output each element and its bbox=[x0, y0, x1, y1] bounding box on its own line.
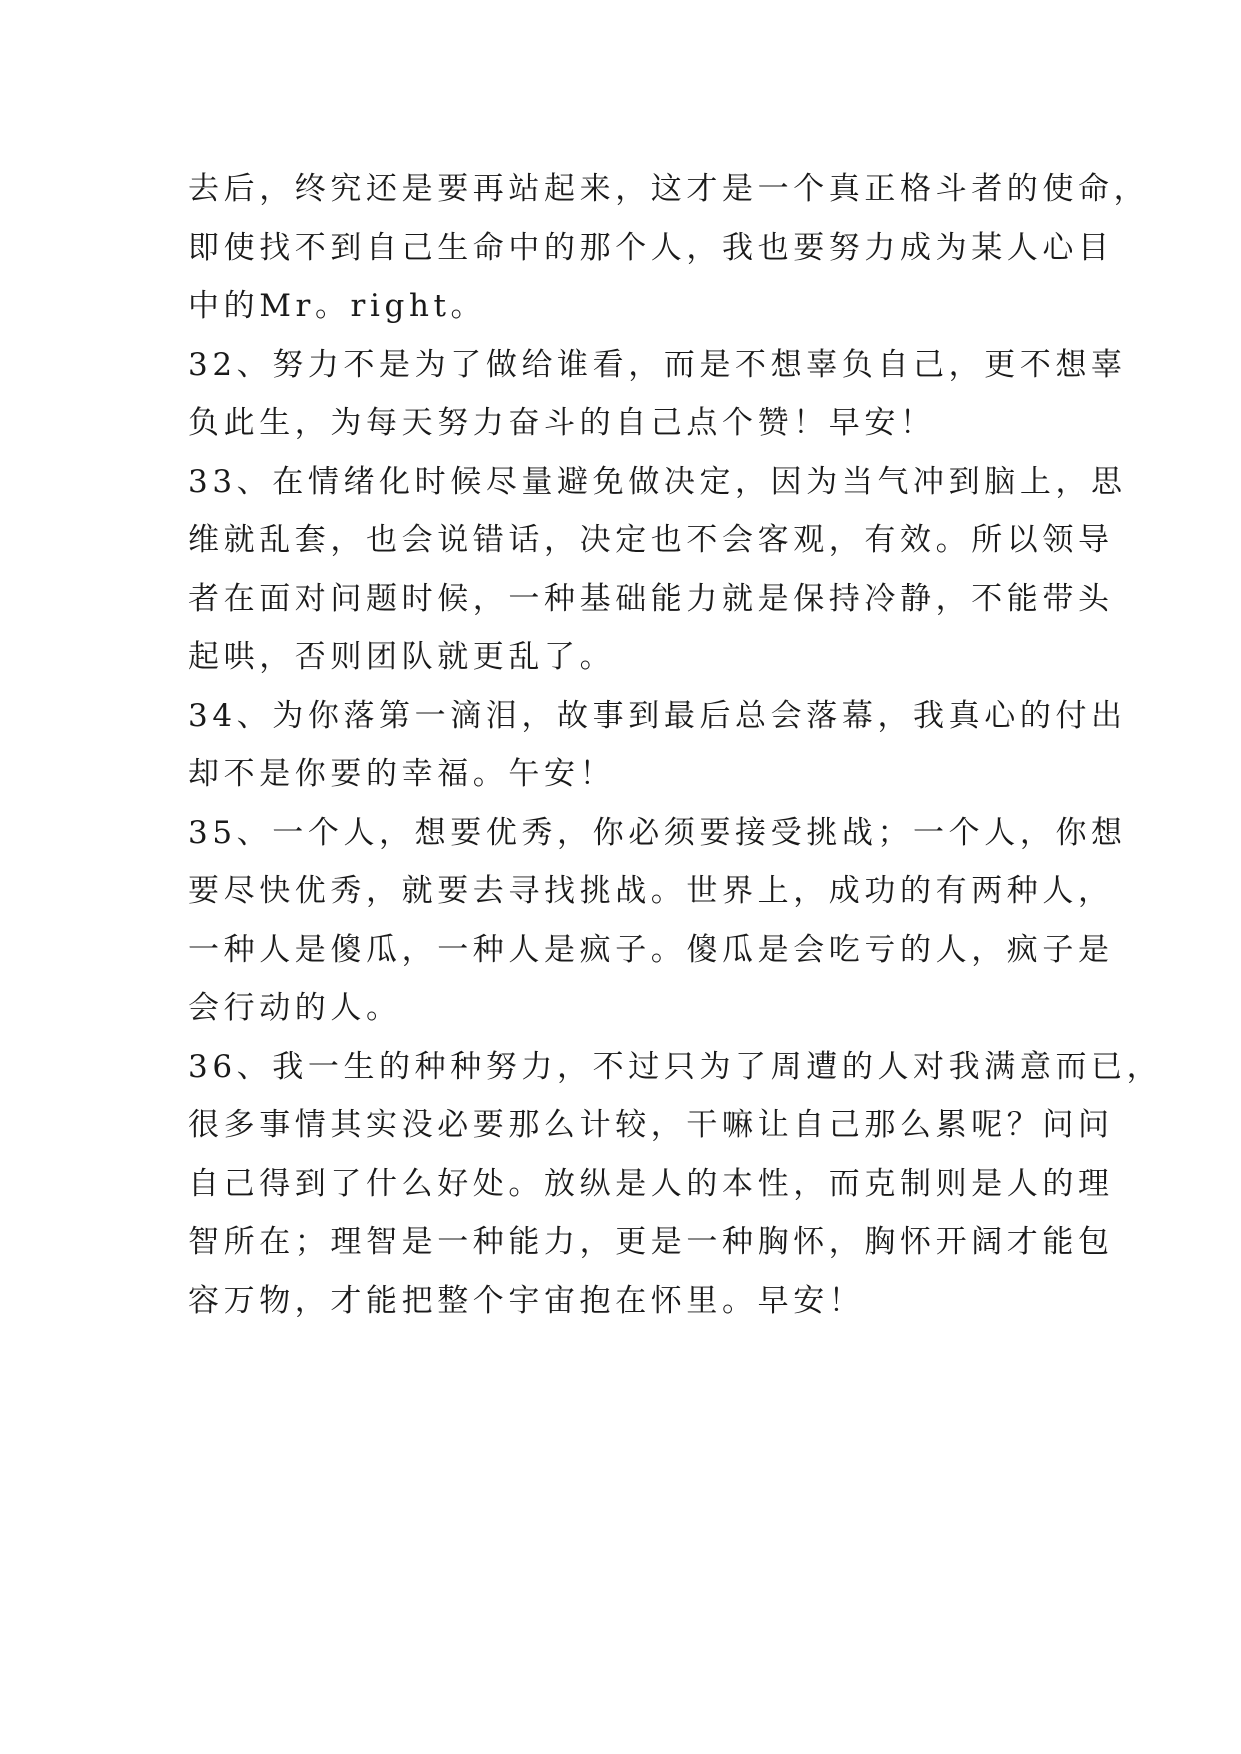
text-line: 36、我一生的种种努力，不过只为了周遭的人对我满意而已， bbox=[188, 1048, 1163, 1085]
text-line: 自己得到了什么好处。放纵是人的本性，而克制则是人的理 bbox=[188, 1165, 1114, 1202]
text-line: 去后，终究还是要再站起来，这才是一个真正格斗者的使命， bbox=[188, 171, 1150, 207]
text-line: 一种人是傻瓜，一种人是疯子。傻瓜是会吃亏的人，疯子是 bbox=[188, 931, 1114, 968]
text-line: 34、为你落第一滴泪，故事到最后总会落幕，我真心的付出 bbox=[188, 697, 1127, 734]
text-line: 起哄，否则团队就更乱了。 bbox=[188, 639, 616, 675]
text-line: 维就乱套，也会说错话，决定也不会客观，有效。所以领导 bbox=[188, 522, 1114, 558]
text-line: 容万物，才能把整个宇宙抱在怀里。早安！ bbox=[188, 1282, 865, 1319]
text-line: 很多事情其实没必要那么计较，干嘛让自己那么累呢？问问 bbox=[188, 1107, 1114, 1143]
text-line: 32、努力不是为了做给谁看，而是不想辜负自己，更不想辜 bbox=[188, 346, 1127, 383]
text-line: 者在面对问题时候，一种基础能力就是保持冷静，不能带头 bbox=[188, 580, 1114, 617]
text-line: 33、在情绪化时候尽量避免做决定，因为当气冲到脑上，思 bbox=[188, 463, 1127, 500]
text-line: 智所在；理智是一种能力，更是一种胸怀，胸怀开阔才能包 bbox=[188, 1224, 1114, 1260]
text-line: 35、一个人，想要优秀，你必须要接受挑战；一个人，你想 bbox=[188, 814, 1127, 851]
text-line: 中的Mr。right。 bbox=[188, 288, 487, 324]
text-line: 却不是你要的幸福。午安！ bbox=[188, 756, 616, 792]
text-line: 负此生，为每天努力奋斗的自己点个赞！早安！ bbox=[188, 405, 936, 441]
document-body bbox=[188, 160, 1163, 1330]
text-line: 会行动的人。 bbox=[188, 990, 402, 1026]
text-line: 要尽快优秀，就要去寻找挑战。世界上，成功的有两种人， bbox=[188, 873, 1114, 909]
text-line: 即使找不到自己生命中的那个人，我也要努力成为某人心目 bbox=[188, 229, 1114, 266]
